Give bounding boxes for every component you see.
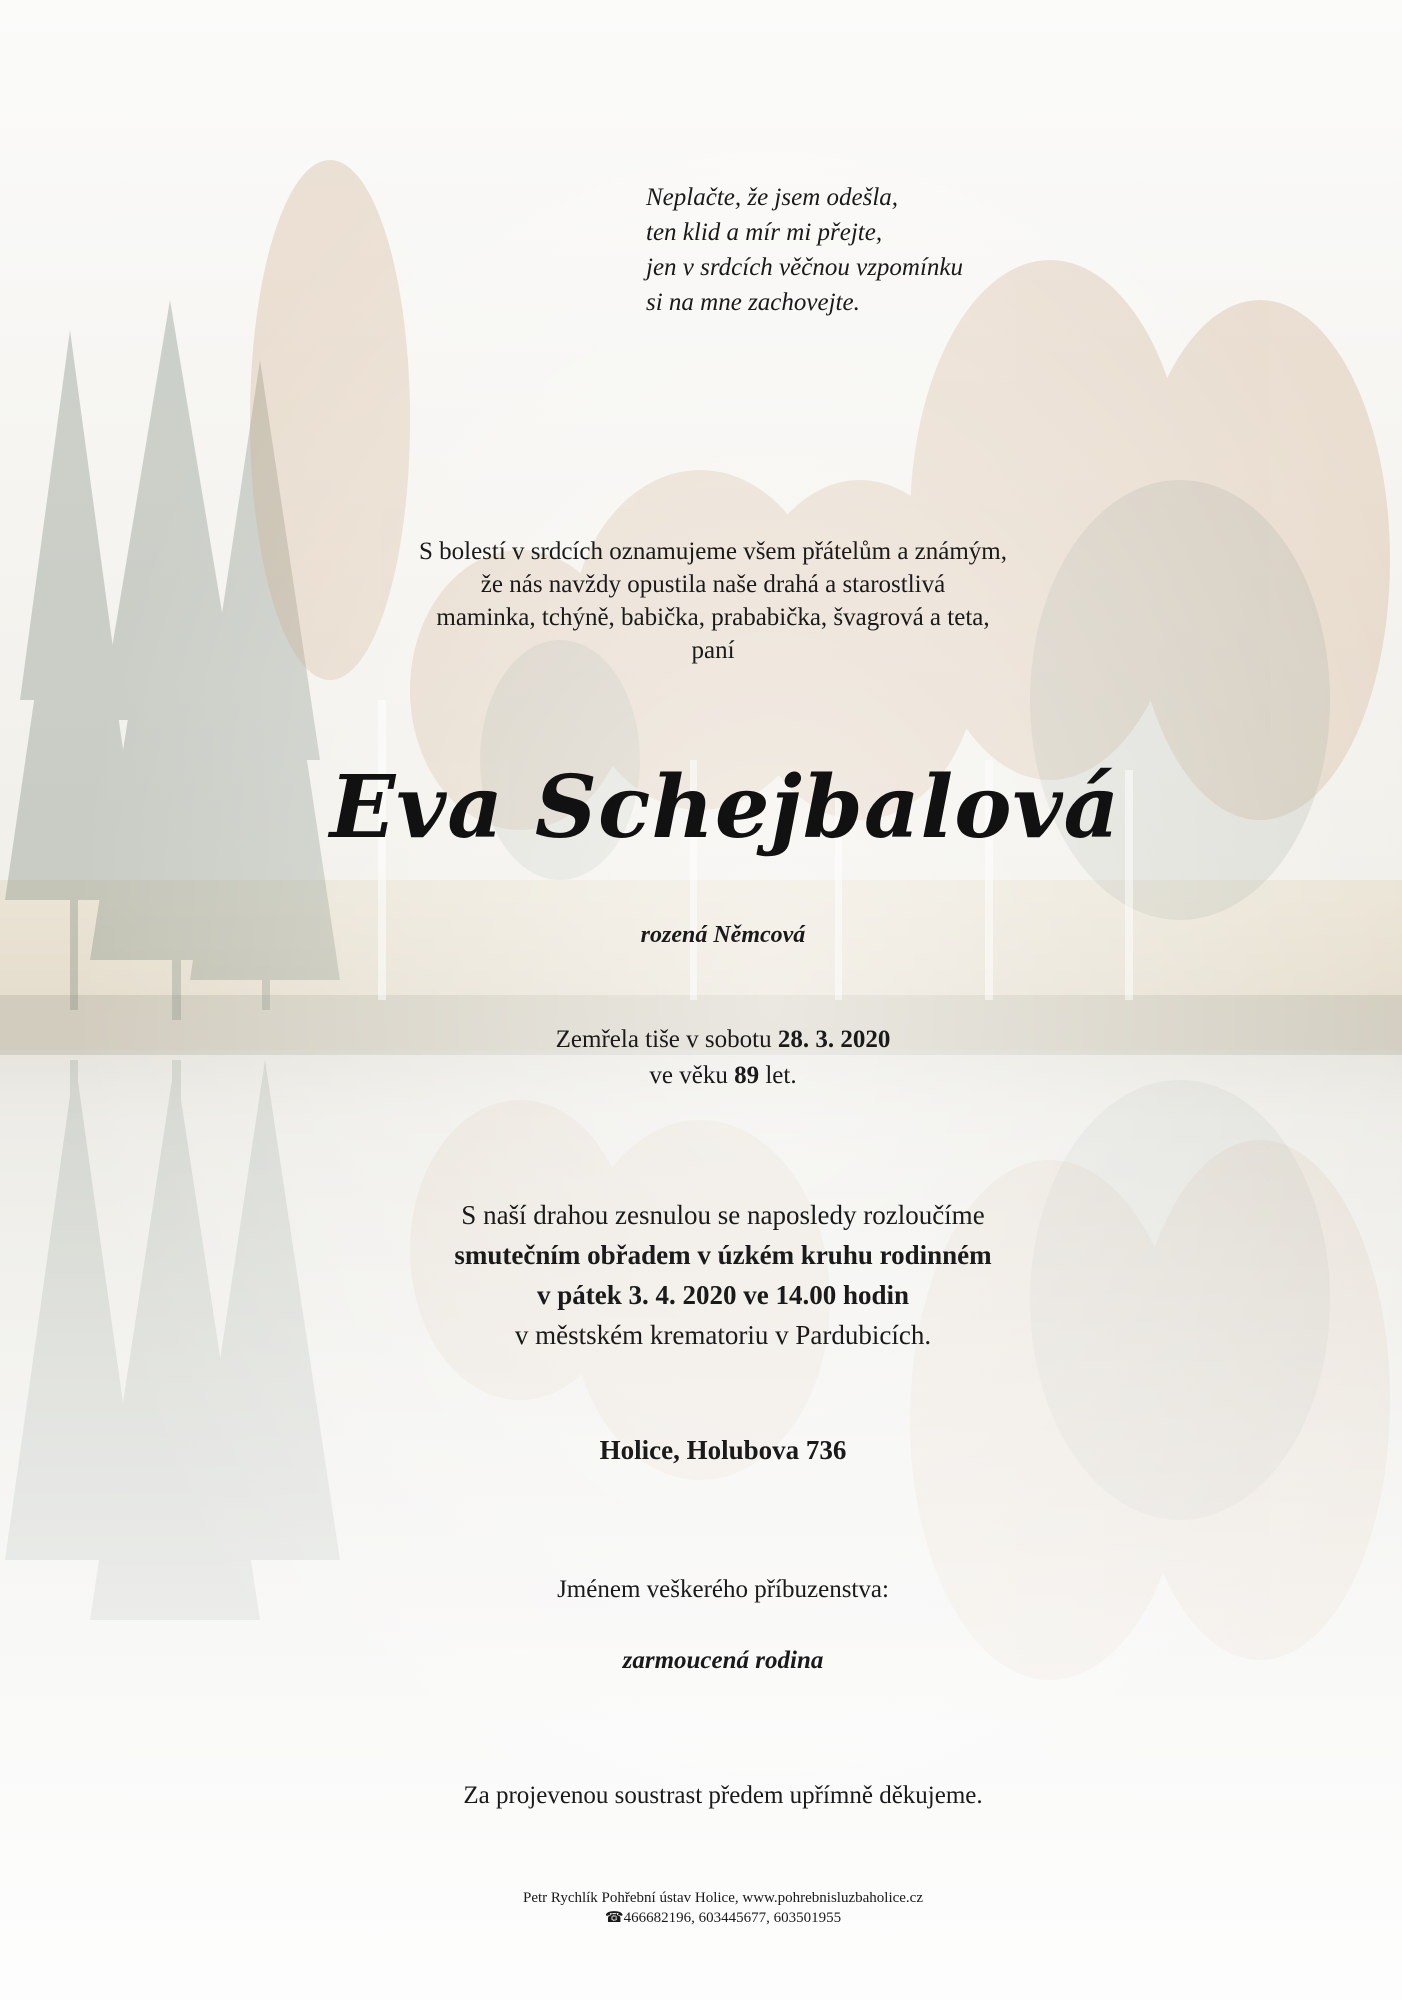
ceremony-info <box>22 1195 1402 1355</box>
age-suffix: let. <box>759 1062 797 1089</box>
ceremony-location: v městském krematoriu v Pardubicích. <box>514 1320 932 1350</box>
death-info <box>22 1022 1402 1094</box>
maiden-name: rozená Němcová <box>640 922 806 948</box>
footer-company: Petr Rychlík Pohřební ústav Holice, www.pohrebnisluzbaholice.cz <box>523 1890 923 1906</box>
announcement-line: paní <box>691 637 735 664</box>
deceased-name: Eva Schejbalová <box>329 757 1121 858</box>
ceremony-line-bold: smutečním obřadem v úzkém kruhu rodinném <box>454 1240 992 1270</box>
death-date-line <box>22 1022 1402 1058</box>
poem-line: jen v srdcích věčnou vzpomínku <box>646 254 964 281</box>
footer-phones <box>22 1908 1402 1928</box>
announcement-line: že nás navždy opustila naše drahá a starostlivá <box>480 571 946 598</box>
announcement-text <box>12 535 1402 667</box>
poem-line: ten klid a mír mi přejte, <box>646 219 883 246</box>
family-address: Holice, Holubova 736 <box>599 1435 847 1465</box>
phone-icon: ☎ <box>604 1910 624 1926</box>
age-prefix: ve věku <box>649 1062 735 1089</box>
family-label: Jménem veškerého příbuzenstva: <box>557 1576 889 1603</box>
poem-line: si na mne zachovejte. <box>646 289 860 316</box>
ceremony-line: S naší drahou zesnulou se naposledy rozloučíme <box>461 1200 985 1230</box>
death-date-prefix: Zemřela tiše v sobotu <box>555 1026 778 1053</box>
death-date: 28. 3. 2020 <box>777 1026 891 1053</box>
funeral-service-footer <box>22 1888 1402 1928</box>
phone-numbers: 466682196, 603445677, 603501955 <box>623 1910 842 1926</box>
announcement-line: maminka, tchýně, babička, prababička, švagrová a teta, <box>436 604 990 631</box>
memorial-poem <box>646 180 963 320</box>
family-signature: zarmoucená rodina <box>622 1647 824 1674</box>
age-line <box>22 1058 1402 1094</box>
poem-line: Neplačte, že jsem odešla, <box>646 184 899 211</box>
age-value: 89 <box>734 1062 760 1089</box>
announcement-line: S bolestí v srdcích oznamujeme všem přátelům a známým, <box>418 538 1008 565</box>
thanks-text: Za projevenou soustrast předem upřímně děkujeme. <box>463 1782 983 1809</box>
ceremony-datetime: v pátek 3. 4. 2020 ve 14.00 hodin <box>536 1280 910 1310</box>
